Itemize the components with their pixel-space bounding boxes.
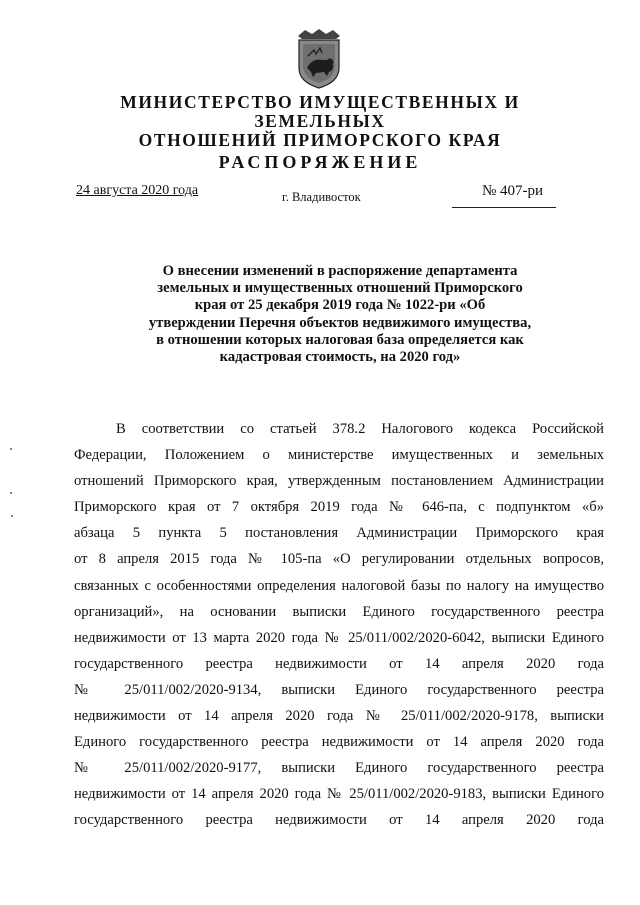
- subject-line: кадастровая стоимость, на 2020 год»: [219, 349, 461, 366]
- body-line: отношений Приморского края, утвержденным постановлением Администрации: [74, 473, 604, 490]
- body-line: государственного реестра недвижимости от 14 апреля 2020 года: [74, 655, 604, 672]
- body-line: недвижимости от 13 марта 2020 года № 25/011/002/2020-6042, выписки Единого: [74, 629, 604, 646]
- body-line: В соответствии со статьей 378.2 Налогового кодекса Российской: [116, 421, 604, 437]
- body-line: организаций», на основании выписки Единого государственного реестра: [74, 603, 604, 620]
- document-subject: [140, 263, 540, 366]
- ministry-name-line-1: МИНИСТЕРСТВО ИМУЩЕСТВЕННЫХ И ЗЕМЕЛЬНЫХ: [120, 92, 520, 131]
- body-line: от 8 апреля 2015 года № 105-па «О регулировании отдельных вопросов,: [74, 551, 604, 568]
- body-line: абзаца 5 пункта 5 постановления Администрации Приморского края: [74, 525, 604, 542]
- body-line: № 25/011/002/2020-9134, выписки Единого государственного реестра: [74, 681, 604, 698]
- body-line: Единого государственного реестра недвижимости от 14 апреля 2020 года: [74, 734, 604, 751]
- ministry-name-line-2: ОТНОШЕНИЙ ПРИМОРСКОГО КРАЯ: [138, 130, 502, 150]
- body-line: Федерации, Положением о министерстве имущественных и земельных: [74, 447, 604, 464]
- subject-line: О внесении изменений в распоряжение департамента: [162, 263, 518, 279]
- scan-mark: [10, 448, 12, 450]
- document-date: 24 августа 2020 года: [76, 183, 199, 198]
- body-line: № 25/011/002/2020-9177, выписки Единого государственного реестра: [74, 760, 604, 777]
- document-type-title: РАСПОРЯЖЕНИЕ: [218, 152, 422, 172]
- body-line: недвижимости от 14 апреля 2020 года № 25/011/002/2020-9178, выписки: [74, 708, 604, 725]
- scan-mark: [10, 492, 12, 494]
- number-underline: [452, 207, 556, 208]
- body-line: Приморского края от 7 октября 2019 года № 646-па, с подпунктом «б»: [74, 499, 604, 516]
- body-line: недвижимости от 14 апреля 2020 года № 25/011/002/2020-9183, выписки Единого: [74, 786, 604, 803]
- subject-line: края от 25 декабря 2019 года № 1022-ри «Об: [194, 297, 486, 314]
- body-paragraph: [74, 416, 604, 834]
- body-line: связанных с особенностями определения налоговой базы по налогу на имущество: [74, 577, 604, 594]
- ministry-name: [80, 93, 560, 150]
- subject-line: земельных и имущественных отношений Приморского: [157, 280, 523, 297]
- subject-line: утверждении Перечня объектов недвижимого имущества,: [148, 314, 532, 331]
- coat-of-arms-icon: [294, 28, 344, 90]
- document-city: г. Владивосток: [282, 190, 361, 204]
- body-line: государственного реестра недвижимости от 14 апреля 2020 года: [74, 812, 604, 829]
- scan-mark: [11, 515, 13, 517]
- document-number: № 407-ри: [482, 183, 544, 199]
- subject-line: в отношении которых налоговая база определяется как: [156, 331, 524, 348]
